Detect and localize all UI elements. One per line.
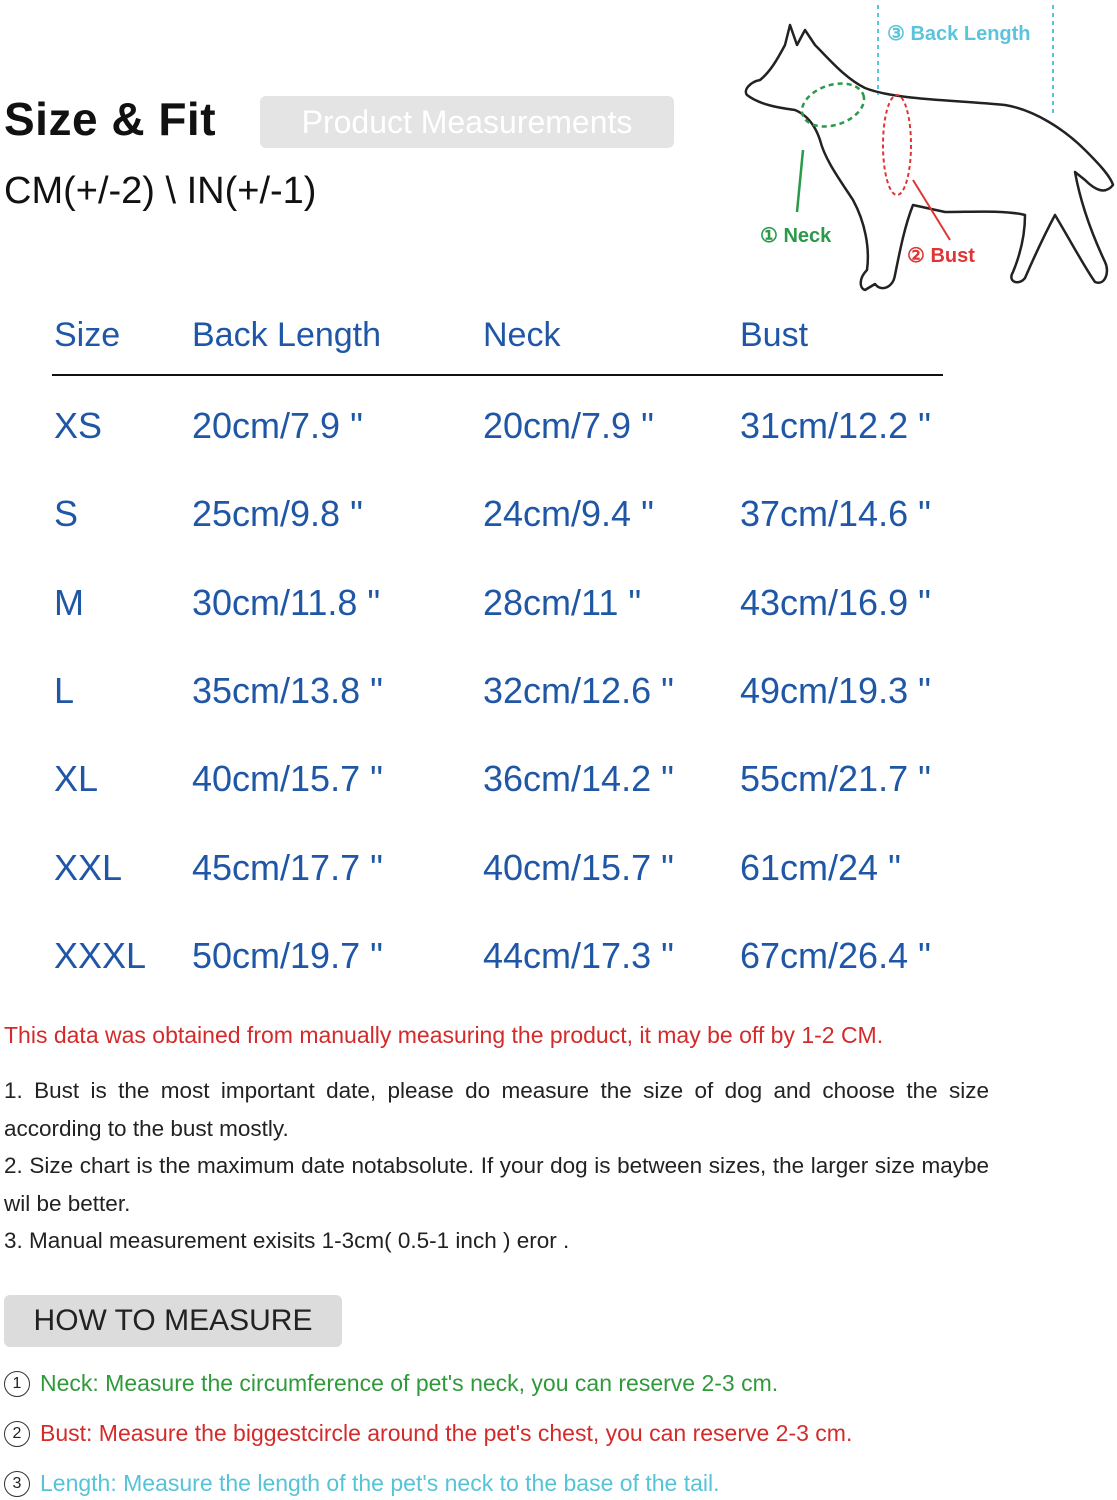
header-size: Size (54, 316, 121, 354)
header-back-length: Back Length (192, 316, 382, 354)
cell-size: M (54, 582, 84, 623)
cell-bust: 31cm/12.2 " (740, 405, 931, 446)
note-item: 1. Bust is the most important date, please do measure the size of dog and choose the size according to the bust mostly. (4, 1078, 989, 1141)
step-text: Length: Measure the length of the pet's neck to the base of the tail. (40, 1470, 720, 1496)
size-table-header (54, 316, 944, 356)
cell-back-length: 35cm/13.8 " (192, 670, 383, 711)
cell-back-length: 20cm/7.9 " (192, 405, 363, 446)
step-number-icon: 3 (4, 1471, 30, 1497)
how-to-measure-heading: HOW TO MEASURE (4, 1295, 342, 1347)
table-row (54, 758, 944, 798)
cell-back-length: 40cm/15.7 " (192, 758, 383, 799)
cell-bust: 67cm/26.4 " (740, 935, 931, 976)
table-row (54, 582, 944, 622)
cell-size: XS (54, 405, 103, 446)
step-text: Bust: Measure the biggestcircle around the pet's chest, you can reserve 2-3 cm. (40, 1420, 853, 1446)
step-text: Neck: Measure the circumference of pet's neck, you can reserve 2-3 cm. (40, 1370, 779, 1396)
header-neck: Neck (483, 316, 561, 354)
table-row (54, 847, 944, 887)
table-row (54, 493, 944, 533)
cell-neck: 36cm/14.2 " (483, 758, 674, 799)
bust-step (4, 1420, 852, 1447)
note-item: 3. Manual measurement exisits 1-3cm( 0.5-1 inch ) eror . (4, 1228, 570, 1253)
table-row (54, 405, 944, 445)
neck-label: ① Neck (760, 225, 832, 247)
cell-neck: 44cm/17.3 " (483, 935, 674, 976)
cell-neck: 40cm/15.7 " (483, 847, 674, 888)
units-note: CM(+/-2) \ IN(+/-1) (4, 170, 317, 212)
length-step (4, 1470, 720, 1497)
notes-list (4, 1072, 989, 1260)
header-bust: Bust (740, 316, 809, 354)
table-row (54, 935, 944, 975)
note-item: 2. Size chart is the maximum date notabsolute. If your dog is between sizes, the larger size maybe wil be better. (4, 1153, 989, 1216)
cell-size: XXL (54, 847, 123, 888)
cell-size: XL (54, 758, 99, 799)
cell-back-length: 45cm/17.7 " (192, 847, 383, 888)
back-length-label: ③ Back Length (887, 23, 1031, 45)
cell-neck: 20cm/7.9 " (483, 405, 654, 446)
step-number-icon: 2 (4, 1421, 30, 1447)
product-measurements-badge: Product Measurements (260, 96, 674, 148)
cell-back-length: 50cm/19.7 " (192, 935, 383, 976)
cell-size: S (54, 493, 79, 534)
step-number-icon: 1 (4, 1371, 30, 1397)
cell-neck: 28cm/11 " (483, 582, 642, 623)
cell-neck: 32cm/12.6 " (483, 670, 674, 711)
bust-label: ② Bust (907, 245, 975, 267)
cell-neck: 24cm/9.4 " (483, 493, 654, 534)
cell-size: XXXL (54, 935, 147, 976)
cell-back-length: 30cm/11.8 " (192, 582, 381, 623)
cell-bust: 49cm/19.3 " (740, 670, 931, 711)
dog-measurement-diagram (735, 0, 1117, 300)
cell-bust: 61cm/24 " (740, 847, 901, 888)
cell-bust: 43cm/16.9 " (740, 582, 931, 623)
cell-size: L (54, 670, 75, 711)
cell-back-length: 25cm/9.8 " (192, 493, 363, 534)
page-title: Size & Fit (4, 93, 217, 145)
measurement-disclaimer: This data was obtained from manually measuring the product, it may be off by 1-2 CM. (4, 1022, 884, 1048)
neck-step (4, 1370, 778, 1397)
header-divider (52, 374, 943, 376)
cell-bust: 55cm/21.7 " (740, 758, 931, 799)
cell-bust: 37cm/14.6 " (740, 493, 931, 534)
table-row (54, 670, 944, 710)
